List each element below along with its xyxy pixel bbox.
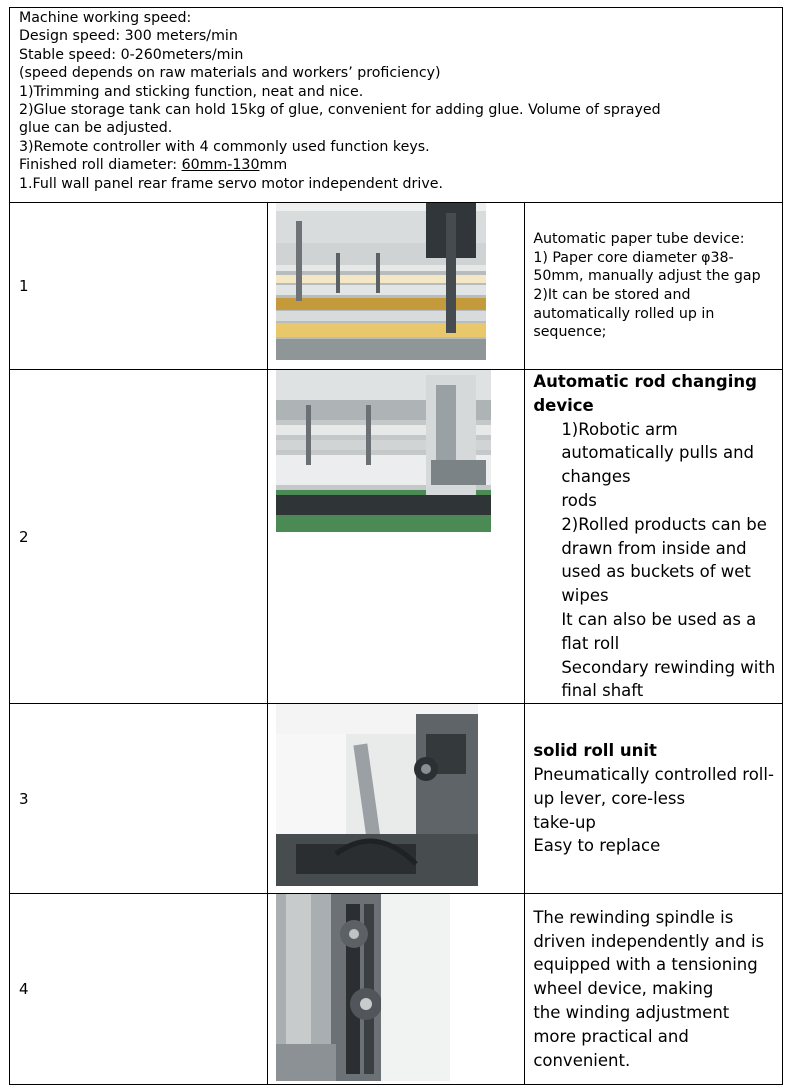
description-line: convenient. — [533, 1050, 631, 1070]
description-line: equipped with a tensioning wheel device, making — [533, 955, 758, 999]
intro-line: 3)Remote controller with 4 commonly used function keys. — [19, 138, 430, 155]
description-line: Automatic paper tube device: — [533, 231, 745, 248]
description-cell — [525, 370, 783, 704]
intro-line: Machine working speed: — [19, 10, 192, 26]
intro-row — [10, 8, 783, 203]
row-number: 4 — [10, 894, 268, 1085]
intro-line: Design speed: 300 meters/min — [19, 28, 238, 45]
roll-diameter-label: Finished roll diameter: — [19, 157, 182, 174]
intro-line: glue can be adjusted. — [19, 120, 173, 137]
description-line: rods — [561, 490, 597, 510]
photo-cell — [267, 894, 525, 1085]
solid-roll-unit-photo — [276, 704, 478, 886]
rod-changing-device-photo — [276, 370, 491, 532]
description-cell — [525, 203, 783, 370]
description-cell — [525, 704, 783, 894]
photo-cell — [267, 370, 525, 704]
intro-line: 2)Glue storage tank can hold 15kg of glue, convenient for adding glue. Volume of sprayed — [19, 102, 661, 119]
row-number: 2 — [10, 370, 268, 704]
table-row — [10, 370, 783, 704]
description-line: used as buckets of wet wipes — [561, 562, 751, 606]
intro-line: 1)Trimming and sticking function, neat and nice. — [19, 83, 364, 100]
description-line: take-up — [533, 812, 596, 832]
roll-diameter-unit: mm — [259, 157, 288, 174]
section-title: solid roll unit — [533, 741, 657, 761]
rewinding-spindle-photo — [276, 894, 450, 1081]
roll-diameter-line — [19, 156, 782, 174]
photo-cell — [267, 203, 525, 370]
section-title: Automatic rod changing device — [533, 372, 757, 415]
description-line: Pneumatically controlled roll-up lever, core-less — [533, 764, 774, 808]
table-row — [10, 203, 783, 370]
table-row — [10, 704, 783, 894]
description-line: Secondary rewinding with final shaft — [561, 657, 776, 701]
description-line: 1)Robotic arm automatically pulls and changes — [561, 419, 755, 487]
description-line: 1) Paper core diameter φ38-50mm, manually adjust the gap — [533, 249, 761, 285]
description-line: 2)Rolled products can be drawn from inside and — [561, 514, 767, 558]
row-number: 1 — [10, 203, 268, 370]
photo-cell — [267, 704, 525, 894]
description-line: Easy to replace — [533, 836, 661, 856]
spec-table — [9, 7, 783, 1085]
intro-cell — [10, 8, 783, 203]
paper-tube-device-photo — [276, 203, 486, 360]
table-row — [10, 894, 783, 1085]
description-line: the winding adjustment more practical and — [533, 1003, 730, 1046]
description-line: 2)It can be stored and automatically rolled up in sequence; — [533, 287, 715, 341]
description-line: The rewinding spindle is driven independently and is — [533, 907, 765, 951]
intro-line: (speed depends on raw materials and workers’ proficiency) — [19, 65, 441, 82]
intro-line: 1.Full wall panel rear frame servo motor independent drive. — [19, 175, 443, 192]
row-number: 3 — [10, 704, 268, 894]
intro-line: Stable speed: 0-260meters/min — [19, 46, 244, 63]
description-cell — [525, 894, 783, 1085]
description-line: It can also be used as a flat roll — [561, 609, 757, 653]
roll-diameter-value: 60mm-130 — [181, 157, 260, 174]
